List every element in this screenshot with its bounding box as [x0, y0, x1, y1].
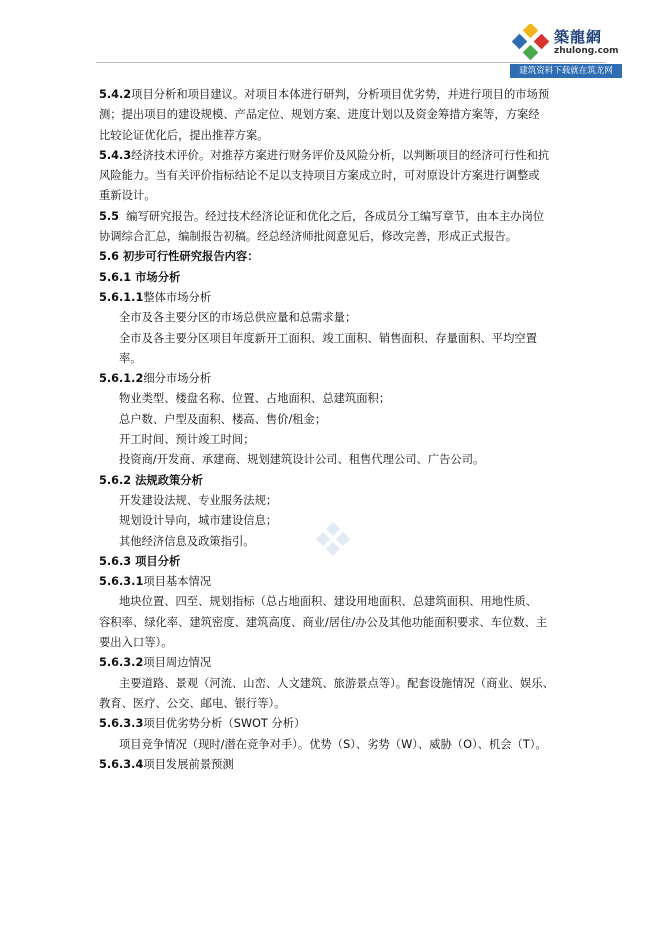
- logo-diamond-icon: [512, 24, 550, 60]
- list-item: 其他经济信息及政策指引。: [119, 534, 255, 548]
- heading-5-6-3-4: [99, 755, 579, 775]
- heading-title: 项目分析: [135, 554, 181, 568]
- heading-5-6-1-1: [99, 288, 579, 308]
- list-item: 全市及各主要分区项目年度新开工面积、竣工面积、销售面积、存量面积、平均空置: [119, 331, 537, 345]
- list-item: 开工时间、预计竣工时间；: [119, 433, 255, 447]
- document-body: [99, 85, 579, 775]
- section-number: 5.4.2: [99, 88, 132, 101]
- list-item: 开发建设法规、专业服务法规；: [119, 493, 278, 507]
- logo-chinese-name: 築龍網: [554, 28, 603, 46]
- section-number: 5.6.3.3: [99, 717, 144, 731]
- heading-5-6-2: [99, 471, 579, 491]
- section-number: 5.6.2: [99, 473, 132, 487]
- paragraph-line: 教育、医疗、公交、邮电、银行等）。: [99, 696, 286, 710]
- para-5-4-3-line-1: [99, 146, 579, 166]
- heading-title: 项目发展前景预测: [143, 757, 234, 771]
- para-5-4-2-line-1: [99, 85, 579, 105]
- heading-5-6-3-3: [99, 714, 579, 734]
- section-number: 5.4.3: [99, 148, 132, 162]
- section-number: 5.6.3.4: [99, 757, 144, 771]
- paragraph-text: 经济技术评价。对推荐方案进行财务评价及风险分析，以判断项目的经济可行性和抗: [131, 148, 550, 162]
- section-number: 5.6.1: [99, 270, 132, 284]
- list-item: 投资商/开发商、承建商、规划建筑设计公司、租售代理公司、广告公司。: [119, 453, 485, 467]
- paragraph-line: 要出入口等）。: [99, 636, 173, 650]
- list-item: 规划设计导向，城市建设信息；: [119, 514, 278, 528]
- logo-slogan: 建筑资料下载就在筑龙网: [510, 64, 622, 78]
- para-5-4-3-line-2: 风险能力。当有关评价指标结论不足以支持项目方案成立时，可对原设计方案进行调整或: [99, 169, 540, 183]
- heading-title: 细分市场分析: [143, 372, 212, 386]
- heading-title: 市场分析: [135, 270, 181, 284]
- logo-url: zhulong.com: [554, 46, 619, 56]
- section-number: 5.6.3.1: [99, 575, 144, 589]
- heading-title: 项目优劣势分析（SWOT 分析）: [143, 717, 306, 731]
- heading-title: 项目周边情况: [143, 656, 212, 670]
- paragraph-line: 项目竞争情况（现时/潜在竞争对手）。优势（S）、劣势（W）、威胁（O）、机会（T）。: [119, 737, 547, 751]
- zhulong-logo[interactable]: [510, 22, 622, 80]
- section-number: 5.6.3: [99, 554, 132, 568]
- heading-5-6-3: [99, 552, 579, 572]
- paragraph-line: 地块位置、四至、规划指标（总占地面积、建设用地面积、总建筑面积、用地性质、: [119, 595, 537, 609]
- para-5-4-2-line-2: 测；提出项目的建设规模、产品定位、规划方案、进度计划以及资金筹措方案等，方案经: [99, 108, 540, 122]
- para-5-4-3-line-3: 重新设计。: [99, 189, 156, 203]
- para-5-5-line-2: 协调综合汇总，编制报告初稿。经总经济师批阅意见后，修改完善，形成正式报告。: [99, 230, 517, 244]
- heading-5-6-3-2: [99, 653, 579, 673]
- section-number: 5.6.3.2: [99, 656, 144, 670]
- section-number: 5.6.1.2: [99, 372, 144, 386]
- heading-title: 项目基本情况: [143, 575, 212, 589]
- paragraph-line: 容积率、绿化率、建筑密度、建筑高度、商业/居住/办公及其他功能面积要求、车位数、主: [99, 615, 548, 629]
- paragraph-text: 编写研究报告。经过技术经济论证和优化之后，各成员分工编写章节，由本主办岗位: [126, 209, 545, 223]
- list-item-continued: 率。: [119, 351, 142, 365]
- heading-title: 整体市场分析: [143, 290, 212, 304]
- paragraph-line: 主要道路、景观（河流、山峦、人文建筑、旅游景点等）。配套设施情况（商业、娱乐、: [119, 676, 554, 690]
- section-number: 5.6.1.1: [99, 290, 144, 304]
- para-5-4-2-line-3: 比较论证优化后，提出推荐方案。: [99, 128, 269, 142]
- list-item: 物业类型、楼盘名称、位置、占地面积、总建筑面积；: [119, 392, 391, 406]
- list-item: 总户数、户型及面积、楼高、售价/租金；: [119, 412, 327, 426]
- section-number: 5.5: [99, 209, 120, 223]
- list-item: 全市及各主要分区的市场总供应量和总需求量；: [119, 311, 357, 325]
- heading-5-6-3-1: [99, 572, 579, 592]
- heading-5-6-1: [99, 268, 579, 288]
- para-5-5-line-1: [99, 207, 579, 227]
- heading-5-6: 5.6 初步可行性研究报告内容：: [99, 250, 259, 264]
- heading-title: 法规政策分析: [135, 473, 203, 487]
- heading-5-6-1-2: [99, 369, 579, 389]
- paragraph-text: 项目分析和项目建议。对项目本体进行研判，分析项目优劣势，并进行项目的市场预: [131, 88, 550, 101]
